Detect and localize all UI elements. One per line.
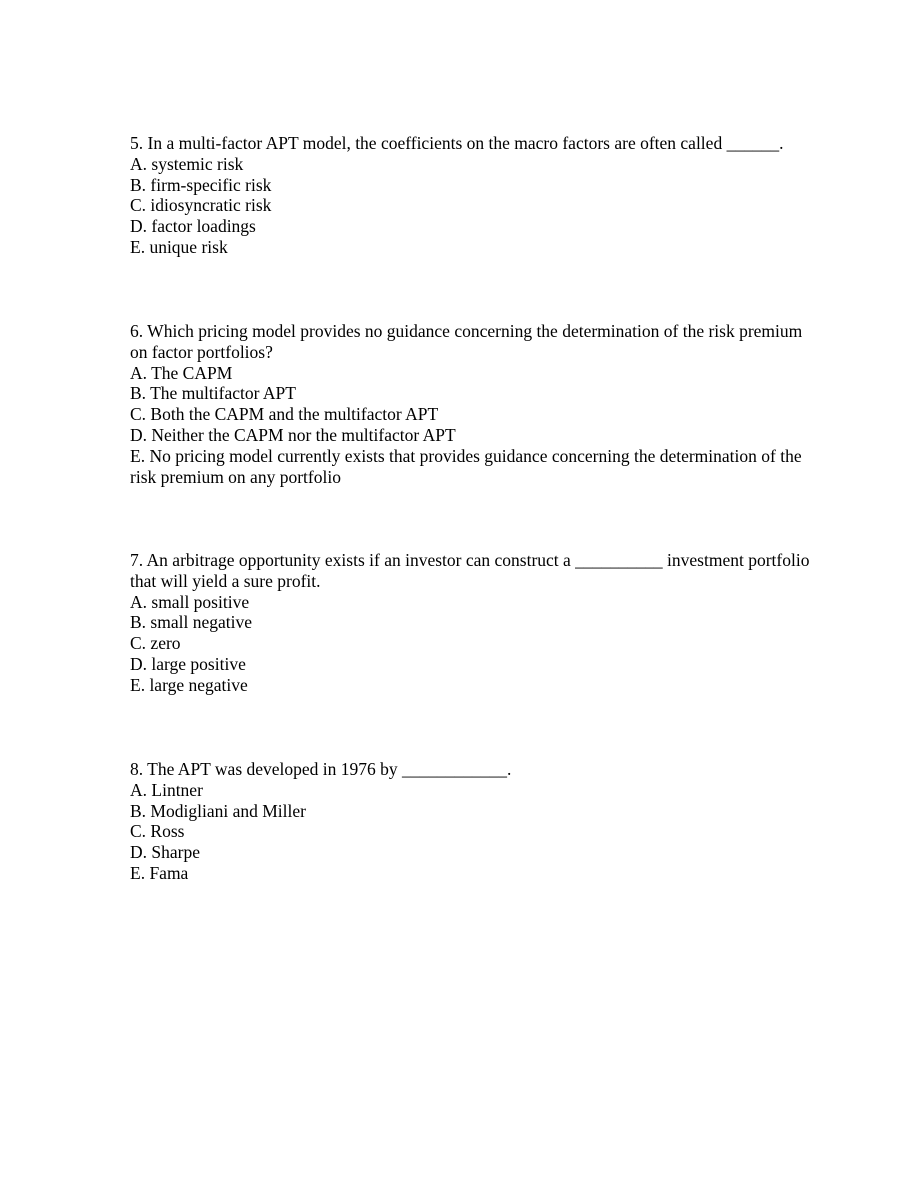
answer-option-d: D. large positive	[130, 653, 246, 674]
answer-option-c: C. Ross	[130, 821, 185, 842]
answer-option-d: D. Sharpe	[130, 842, 200, 863]
answer-option-e: E. Fama	[130, 862, 189, 883]
answer-option-e: E. large negative	[130, 674, 248, 695]
answer-option-a: A. systemic risk	[130, 153, 244, 174]
question-7	[130, 550, 820, 696]
answer-option-c: C. Both the CAPM and the multifactor APT	[130, 404, 439, 425]
answer-option-b: B. firm-specific risk	[130, 174, 272, 195]
question-stem: 5. In a multi-factor APT model, the coefficients on the macro factors are often called ______.	[130, 133, 784, 153]
question-5	[130, 133, 820, 258]
answer-option-c: C. zero	[130, 633, 181, 654]
answer-option-a: A. small positive	[130, 591, 250, 612]
answer-option-b: B. small negative	[130, 612, 252, 633]
question-8	[130, 759, 820, 884]
question-stem: 8. The APT was developed in 1976 by ____________.	[130, 759, 512, 779]
answer-option-b: B. The multifactor APT	[130, 383, 296, 404]
answer-option-d: D. factor loadings	[130, 216, 256, 237]
answer-option-a: A. Lintner	[130, 779, 203, 800]
answer-option-e: E. No pricing model currently exists that provides guidance concerning the determination of the risk premium on any portfolio	[130, 445, 806, 487]
answer-option-c: C. idiosyncratic risk	[130, 195, 272, 216]
answer-option-a: A. The CAPM	[130, 362, 233, 383]
question-stem: 7. An arbitrage opportunity exists if an investor can construct a __________ investment portfolio that will yield a sure profit.	[130, 550, 814, 591]
answer-option-b: B. Modigliani and Miller	[130, 800, 306, 821]
question-stem: 6. Which pricing model provides no guidance concerning the determination of the risk premium on factor portfolios?	[130, 321, 807, 362]
question-6	[130, 321, 820, 487]
answer-option-e: E. unique risk	[130, 236, 228, 257]
answer-option-d: D. Neither the CAPM nor the multifactor APT	[130, 424, 456, 445]
